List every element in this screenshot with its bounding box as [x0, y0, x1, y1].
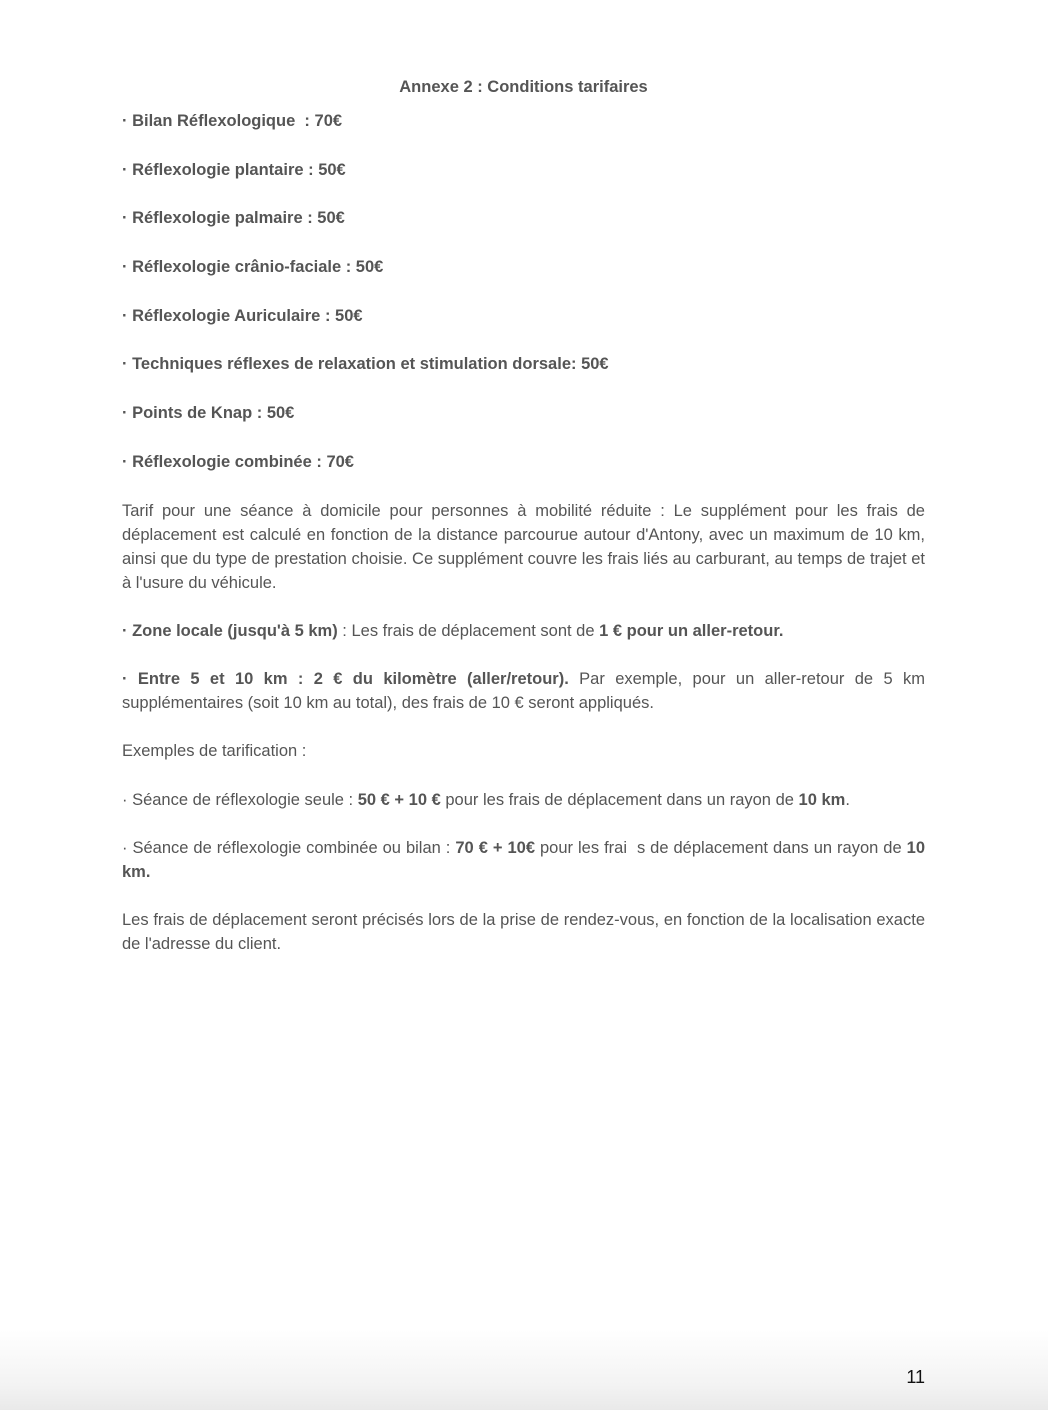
price-cranio-faciale: · Réflexologie crânio-faciale : 50€	[122, 258, 384, 277]
page-content	[122, 75, 925, 981]
example-2-distance: 10 km.	[122, 838, 925, 881]
home-visit-paragraph: Tarif pour une séance à domicile pour personnes à mobilité réduite : Le supplément pour les frais de déplacement est calculé en fonction de la distance parcourue autour d'Antony, avec un maximum de 10 km, ainsi que du type de prestation choisie. Ce supplément couvre les frais liés au carburant, au temps de trajet et à l'usure du véhicule.	[122, 501, 925, 592]
example-2-prefix: · Séance de réflexologie combinée ou bilan :	[122, 838, 456, 857]
example-1-suffix: .	[845, 790, 850, 809]
page-number: 11	[906, 1367, 925, 1387]
annex-title: Annexe 2 : Conditions tarifaires	[399, 78, 648, 96]
price-techniques-dorsales: · Techniques réflexes de relaxation et stimulation dorsale: 50€	[122, 355, 609, 374]
price-auriculaire: · Réflexologie Auriculaire : 50€	[122, 306, 363, 325]
example-2-middle: pour les frai s de déplacement dans un rayon de	[535, 838, 907, 857]
price-points-knap: · Points de Knap : 50€	[122, 404, 295, 423]
example-simple-session	[122, 788, 925, 812]
price-combinee: · Réflexologie combinée : 70€	[122, 452, 354, 471]
extended-zone-text: Par exemple, pour un aller-retour de 5 km supplémentaires (soit 10 km au total), des frais de 10 € seront appliqués.	[122, 670, 925, 713]
example-1-distance: 10 km	[798, 790, 846, 809]
price-palmaire: · Réflexologie palmaire : 50€	[122, 209, 345, 228]
example-combined-session	[122, 836, 925, 884]
closing-paragraph: Les frais de déplacement seront précisés lors de la prise de rendez-vous, en fonction de la localisation exacte de l'adresse du client.	[122, 911, 925, 954]
example-1-amount: 50 € + 10 €	[357, 790, 441, 809]
example-1-middle: pour les frais de déplacement dans un rayon de	[440, 790, 799, 809]
price-plantaire: · Réflexologie plantaire : 50€	[122, 160, 346, 179]
local-zone-label: · Zone locale (jusqu'à 5 km)	[122, 621, 338, 640]
examples-heading: Exemples de tarification :	[122, 742, 307, 761]
example-1-prefix: · Séance de réflexologie seule :	[122, 790, 358, 809]
example-2-amount: 70 € + 10€	[455, 838, 536, 857]
price-bilan: · Bilan Réflexologique : 70€	[122, 112, 343, 130]
extended-zone-paragraph	[122, 667, 925, 715]
local-zone-paragraph	[122, 619, 925, 643]
extended-zone-label: · Entre 5 et 10 km : 2 € du kilomètre (aller/retour).	[122, 670, 569, 689]
local-zone-text: : Les frais de déplacement sont de	[337, 621, 600, 640]
local-zone-amount: 1 € pour un aller-retour.	[599, 621, 784, 640]
